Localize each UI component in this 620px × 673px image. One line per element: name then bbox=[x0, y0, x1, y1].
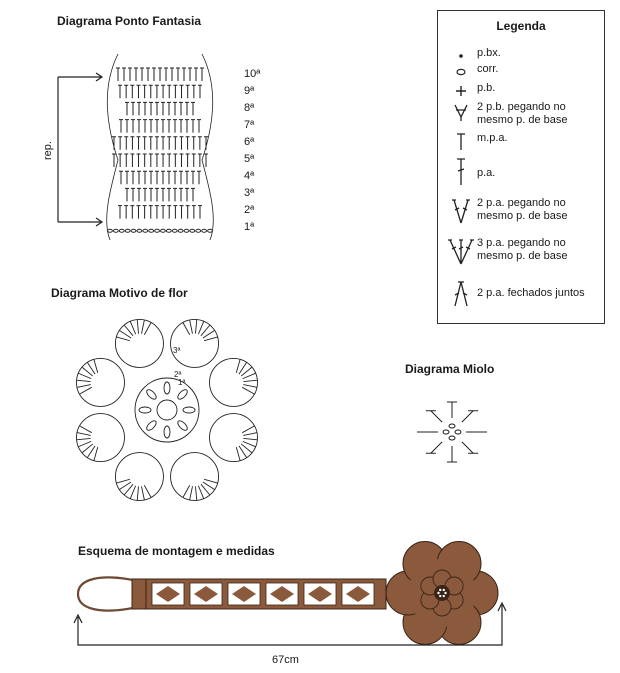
row-label: 5ª bbox=[244, 153, 255, 165]
double-crochet-icon bbox=[444, 157, 474, 187]
rep-label: rep. bbox=[42, 141, 54, 160]
legend-label: corr. bbox=[477, 63, 499, 75]
plus-icon bbox=[444, 82, 474, 102]
row-label: 8ª bbox=[244, 102, 255, 114]
legend-label: p.bx. bbox=[477, 47, 501, 59]
double-v-icon bbox=[444, 101, 474, 129]
miolo-chart bbox=[410, 390, 495, 475]
stitch-grid bbox=[58, 54, 213, 240]
row-label: 2ª bbox=[244, 204, 255, 216]
legend-label: 2 p.a. fechados juntos bbox=[477, 287, 585, 299]
legend-label: p.a. bbox=[477, 167, 496, 179]
two-dc-same-base-icon bbox=[444, 197, 474, 227]
title-esquema: Esquema de montagem e medidas bbox=[78, 544, 275, 558]
legend-label: m.p.a. bbox=[477, 132, 508, 144]
row-label: 10ª bbox=[244, 68, 261, 80]
row-label: 1ª bbox=[244, 221, 255, 233]
title-ponto-fantasia: Diagrama Ponto Fantasia bbox=[57, 14, 202, 28]
legend-title: Legenda bbox=[496, 19, 546, 33]
legend-label: p.b. bbox=[477, 82, 496, 94]
legend-item-mpa bbox=[444, 132, 602, 152]
half-double-icon bbox=[444, 132, 474, 152]
miolo-stitches bbox=[417, 402, 487, 462]
measure-label: 67cm bbox=[272, 654, 299, 666]
legend-item-pa bbox=[444, 157, 602, 187]
round-label-2: 2ª bbox=[174, 370, 182, 379]
flower-appliqué bbox=[386, 542, 498, 645]
strap-band bbox=[146, 579, 386, 609]
flower-stitches bbox=[76, 319, 257, 500]
row-label: 4ª bbox=[244, 170, 255, 182]
legend-item-pb bbox=[444, 82, 602, 102]
esquema-drawing bbox=[70, 535, 510, 665]
three-dc-same-base-icon bbox=[444, 237, 474, 267]
title-miolo: Diagrama Miolo bbox=[405, 362, 495, 376]
legend-label: 2 p.b. pegando no mesmo p. de base bbox=[477, 101, 568, 126]
legend-label: 3 p.a. pegando no mesmo p. de base bbox=[477, 237, 568, 262]
legend-box bbox=[437, 10, 605, 324]
legend-item-2pa bbox=[444, 197, 602, 227]
legend-item-corr bbox=[444, 63, 602, 83]
legend-item-2pb bbox=[444, 101, 602, 129]
title-motivo-flor: Diagrama Motivo de flor bbox=[51, 286, 188, 300]
row-label: 6ª bbox=[244, 136, 255, 148]
ponto-fantasia-chart bbox=[40, 40, 240, 255]
legend-item-3pa bbox=[444, 237, 602, 267]
row-label: 3ª bbox=[244, 187, 255, 199]
strap-end-tab bbox=[132, 579, 146, 609]
strap-loop bbox=[78, 577, 138, 610]
dc2tog-icon bbox=[444, 279, 474, 309]
legend-label: 2 p.a. pegando no mesmo p. de base bbox=[477, 197, 568, 222]
round-label-3: 1ª bbox=[178, 378, 186, 387]
legend-item-2pa-juntos bbox=[444, 279, 602, 309]
oval-icon bbox=[444, 63, 474, 83]
row-label: 9ª bbox=[244, 85, 255, 97]
row-label: 7ª bbox=[244, 119, 255, 131]
round-label-1: 3ª bbox=[173, 346, 181, 355]
motivo-flor-chart bbox=[60, 305, 275, 515]
